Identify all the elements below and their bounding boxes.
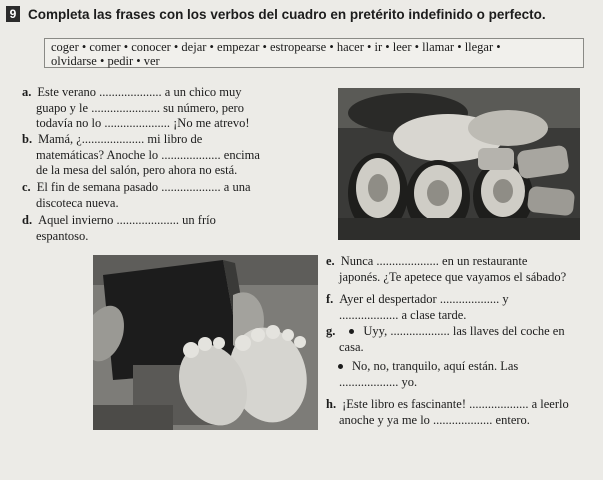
sentence-letter: a. bbox=[22, 85, 32, 99]
exercise-header bbox=[6, 6, 546, 22]
sentence-line: matemáticas? Anoche lo ................... encima bbox=[36, 147, 260, 162]
sentence-line: Ayer el despertador ................... y bbox=[339, 292, 509, 306]
dialogue-bullet-icon bbox=[349, 329, 354, 334]
reading-person-photo bbox=[93, 255, 318, 430]
sentence-c bbox=[22, 180, 322, 211]
sentence-letter: c. bbox=[22, 180, 31, 194]
sentence-h bbox=[326, 397, 596, 428]
sentence-line: ¡Este libro es fascinante! ................... a leerlo bbox=[342, 397, 569, 411]
sentence-d bbox=[22, 213, 322, 244]
reading-illustration bbox=[93, 255, 318, 430]
dialogue-bullet-icon bbox=[338, 364, 343, 369]
word-box-line-2: olvidarse • pedir • ver bbox=[51, 53, 160, 68]
sentence-line: todavía no lo ..................... ¡No me atrevo! bbox=[36, 116, 250, 130]
sentence-letter: b. bbox=[22, 132, 33, 146]
exercise-instruction: Completa las frases con los verbos del cuadro en pretérito indefinido o perfecto. bbox=[28, 6, 546, 22]
sentence-line: El fin de semana pasado ................... a una bbox=[36, 180, 251, 194]
exercise-number-badge: 9 bbox=[6, 6, 20, 22]
sentence-g bbox=[326, 324, 596, 390]
sentence-line: Mamá, ¿.................... mi libro de bbox=[38, 132, 203, 146]
sentence-line: discoteca nueva. bbox=[36, 195, 119, 210]
sentence-line: espantoso. bbox=[36, 228, 89, 243]
sentence-letter: f. bbox=[326, 292, 334, 306]
sentence-b bbox=[22, 132, 322, 179]
sentence-letter: g. bbox=[326, 324, 336, 338]
sentence-letter: e. bbox=[326, 254, 335, 268]
sushi-illustration bbox=[338, 88, 580, 240]
sushi-photo bbox=[338, 88, 580, 240]
sentence-e bbox=[326, 254, 596, 285]
sentence-f bbox=[326, 292, 596, 323]
sentence-line: Uyy, ................... las llaves del coche en bbox=[363, 324, 565, 338]
sentence-line: ................... yo. bbox=[339, 374, 418, 389]
word-box-line-1: coger • comer • conocer • dejar • empezar • estropearse • hacer • ir • leer • llamar • llegar • bbox=[51, 40, 501, 54]
sentence-line: Este verano .................... a un chico muy bbox=[37, 85, 242, 99]
sentence-line: casa. bbox=[339, 339, 364, 354]
sentence-line: japonés. ¿Te apetece que vayamos el sábado? bbox=[339, 269, 567, 284]
sentence-letter: h. bbox=[326, 397, 337, 411]
sentence-line: Aquel invierno .................... un frío bbox=[38, 213, 216, 227]
verb-word-box bbox=[44, 38, 584, 68]
sentence-line: ................... a clase tarde. bbox=[339, 307, 467, 322]
sentence-line: de la mesa del salón, pero ahora no está. bbox=[36, 163, 238, 177]
sentence-line: anoche y ya me lo ................... entero. bbox=[339, 412, 530, 427]
sentence-line: Nunca .................... en un restaurante bbox=[340, 254, 528, 268]
sentence-line: No, no, tranquilo, aquí están. Las bbox=[352, 359, 519, 373]
sentence-line: guapo y le ...................... su número, pero bbox=[36, 100, 244, 115]
sentence-a bbox=[22, 85, 322, 132]
sentence-letter: d. bbox=[22, 213, 33, 227]
